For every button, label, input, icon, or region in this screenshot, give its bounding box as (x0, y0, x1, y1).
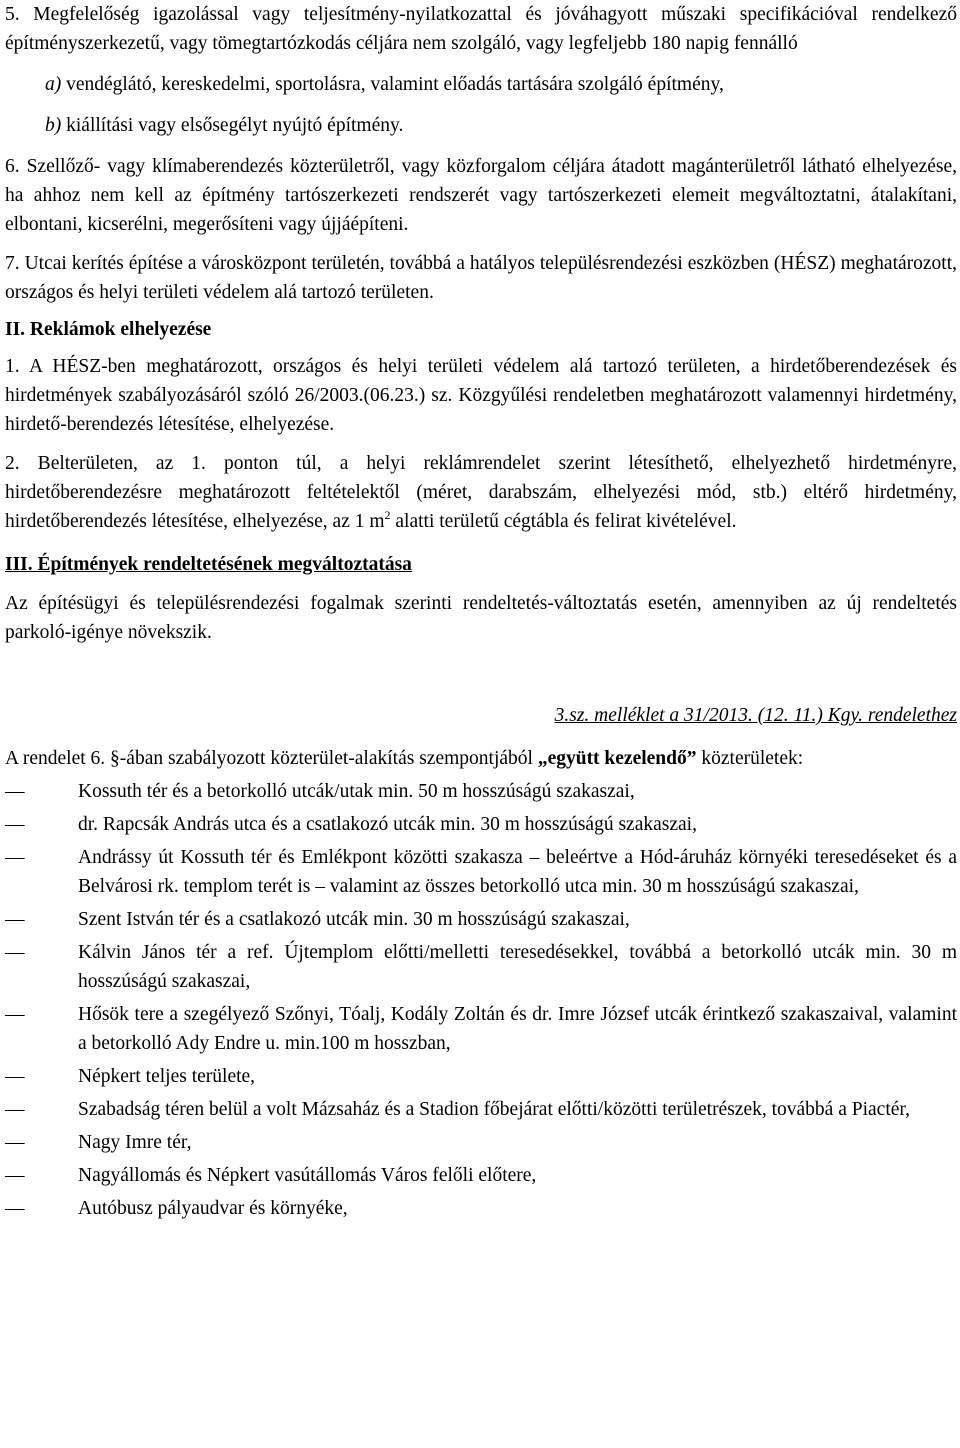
dash-bullet: — (5, 1066, 25, 1087)
dash-bullet: — (5, 942, 25, 963)
list-item-text: Nagy Imre tér, (78, 1132, 192, 1153)
superscript-2: 2 (384, 508, 391, 522)
reklam-2-text-end: alatti területű cégtábla és felirat kivételével. (390, 511, 737, 532)
heading-epitmenyek: III. Építmények rendeltetésének megváltoztatása (5, 554, 412, 575)
list-item (5, 1000, 957, 1058)
item-a-label: a) (45, 74, 62, 95)
list-item-text: Nagyállomás és Népkert vasútállomás Város felőli előtere, (78, 1165, 537, 1186)
item-b-text: kiállítási vagy elsősegélyt nyújtó építmény. (61, 115, 404, 136)
list-item-text: Kálvin János tér a ref. Újtemplom előtti/melletti teresedésekkel, továbbá a betorkolló utcák min. 30 m hosszúságú szakaszai, (78, 942, 957, 992)
dash-bullet: — (5, 1198, 25, 1219)
list-item (5, 810, 957, 839)
section-6-paragraph: 6. Szellőző- vagy klímaberendezés közterületről, vagy közforgalom céljára átadott magánterületről látható elhelyezése, ha ahhoz nem kell az építmény tartószerkezeti rendszerét vagy tartószerkezeti elemeit megváltoztatni, átalakítani, elbontani, kicserélni, megerősíteni vagy újjáépíteni. (5, 156, 957, 235)
list-item (5, 843, 957, 901)
dash-bullet: — (5, 1099, 25, 1120)
intro-text: A rendelet 6. §-ában szabályozott közterület-alakítás szempontjából (5, 748, 538, 769)
list-item-text: Népkert teljes területe, (78, 1066, 256, 1087)
intro-text-end: közterületek: (696, 748, 804, 769)
list-item-text: Szabadság téren belül a volt Mázsaház és a Stadion főbejárat előtti/közötti területrészek, továbbá a Piactér, (78, 1099, 910, 1120)
dash-bullet: — (5, 909, 25, 930)
section-7-paragraph: 7. Utcai kerítés építése a városközpont területén, továbbá a hatályos településrendezési eszközben (HÉSZ) meghatározott, országos és helyi területi védelem alá tartozó területen. (5, 253, 957, 303)
reklam-paragraph-1: 1. A HÉSZ-ben meghatározott, országos és helyi területi védelem alá tartozó területen, a hirdetőberendezések és hirdetmények szabályozásáról szóló 26/2003.(06.23.) sz. Közgyűlési rendeletben meghatározott valamennyi hirdetmény, hirdető-berendezés létesítése, elhelyezése. (5, 356, 957, 435)
section-5-paragraph: 5. Megfelelőség igazolással vagy teljesítmény-nyilatkozattal és jóváhagyott műszaki specifikációval rendelkező építményszerkezetű, vagy tömegtartózkodás céljára nem szolgáló, vagy legfeljebb 180 napig fennálló (5, 4, 957, 54)
list-item-text: Kossuth tér és a betorkolló utcák/utak min. 50 m hosszúságú szakaszai, (78, 781, 635, 802)
section-5-item-a (5, 70, 957, 99)
list-item-text: Szent István tér és a csatlakozó utcák min. 30 m hosszúságú szakaszai, (78, 909, 630, 930)
list-item-text: Hősök tere a szegélyező Szőnyi, Tóalj, Kodály Zoltán és dr. Imre József utcák érintkező szakaszaival, valamint a betorkolló Ady Endre u. min.100 m hosszban, (78, 1004, 957, 1054)
reklam-2-text: 2. Belterületen, az 1. ponton túl, a helyi reklámrendelet szerint létesíthető, elhelyezhető hirdetményre, hirdetőberendezésre meghatározott feltételektől (méret, darabszám, elhelyezési mód, stb.) eltérő hirdetmény, hirdetőberendezés létesítése, elhelyezése, az 1 m (5, 453, 957, 532)
list-item (5, 1194, 957, 1223)
list-item (5, 1095, 957, 1124)
section-5-item-b (5, 111, 957, 140)
heading-reklamok: II. Reklámok elhelyezése (5, 319, 212, 340)
dash-bullet: — (5, 814, 25, 835)
dash-bullet: — (5, 781, 25, 802)
list-item (5, 1062, 957, 1091)
annex-intro (5, 744, 957, 773)
list-item-text: Andrássy út Kossuth tér és Emlékpont közötti szakasza – beleértve a Hód-áruház környéki teresedéseket és a Belvárosi rk. templom terét is – valamint az összes betorkolló utca min. 30 m hosszúságú szakaszai, (78, 847, 957, 897)
dash-bullet: — (5, 1132, 25, 1153)
reklam-paragraph-2 (5, 449, 957, 536)
public-spaces-list (5, 777, 957, 1223)
list-item-text: Autóbusz pályaudvar és környéke, (78, 1198, 348, 1219)
list-item-text: dr. Rapcsák András utca és a csatlakozó utcák min. 30 m hosszúságú szakaszai, (78, 814, 697, 835)
item-a-text: vendéglátó, kereskedelmi, sportolásra, valamint előadás tartására szolgáló építmény, (61, 74, 724, 95)
epitmenyek-paragraph: Az építésügyi és településrendezési fogalmak szerinti rendeltetés-változtatás esetén, amennyiben az új rendeltetés parkoló-igénye növekszik. (5, 593, 957, 643)
item-b-label: b) (45, 115, 62, 136)
annex-title: 3.sz. melléklet a 31/2013. (12. 11.) Kgy. rendelethez (554, 705, 957, 726)
list-item (5, 905, 957, 934)
list-item (5, 1161, 957, 1190)
list-item (5, 938, 957, 996)
intro-bold: „együtt kezelendő” (537, 748, 697, 769)
dash-bullet: — (5, 1165, 25, 1186)
document-page (5, 0, 957, 1223)
list-item (5, 1128, 957, 1157)
dash-bullet: — (5, 847, 25, 868)
dash-bullet: — (5, 1004, 25, 1025)
list-item (5, 777, 957, 806)
